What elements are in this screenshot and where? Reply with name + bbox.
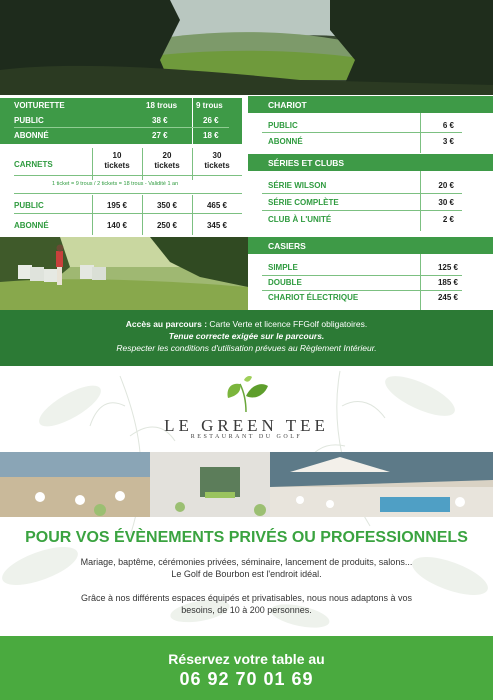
casier-price: 125 € <box>437 263 458 272</box>
casier-row-label: DOUBLE <box>268 278 302 287</box>
column-divider <box>192 98 193 144</box>
casier-row-label: SIMPLE <box>268 263 298 272</box>
chariot-row-label: ABONNÉ <box>268 137 303 146</box>
green-tee-logo-icon <box>220 374 274 414</box>
voiturette-header: VOITURETTE <box>14 101 65 110</box>
reservation-phone[interactable]: 06 92 70 01 69 <box>179 669 314 689</box>
series-row-label: SÉRIE WILSON <box>268 181 327 190</box>
access-line-1 <box>0 318 493 330</box>
restaurant-name: LE GREEN TEE <box>164 416 329 435</box>
green-fee-9-price: 26 € <box>203 116 219 125</box>
restaurant-subtitle: RESTAURANT DU GOLF <box>190 434 303 440</box>
carnet-10-price: 195 € <box>106 201 128 210</box>
header-18-trous: 18 trous <box>146 101 178 110</box>
carnets-label: CARNETS <box>14 160 53 169</box>
golf-course-photo <box>0 0 493 95</box>
carnet-10-price: 140 € <box>106 221 128 230</box>
carnet-10-header: 10 tickets <box>104 151 130 170</box>
chariot-price: 3 € <box>442 137 454 146</box>
row-divider <box>14 175 242 176</box>
casier-price: 185 € <box>437 278 458 287</box>
series-row-label: CLUB À L'UNITÉ <box>268 215 332 224</box>
golf-carts-photo <box>0 237 248 310</box>
events-description-line: Le Golf de Bourbon est l'endroit idéal. <box>171 569 322 579</box>
row-divider <box>262 290 462 291</box>
events-title: POUR VOS ÉVÈNEMENTS PRIVÉS OU PROFESSIONNELS <box>25 529 468 546</box>
access-label: Accès au parcours : <box>125 319 208 329</box>
chariot-row-label: PUBLIC <box>268 121 298 130</box>
casier-row-label: CHARIOT ÉLECTRIQUE <box>268 293 359 302</box>
row-divider <box>14 213 242 214</box>
row-divider <box>262 132 462 133</box>
carnet-20-price: 350 € <box>156 201 178 210</box>
access-banner <box>0 310 493 366</box>
carnet-20-price: 250 € <box>156 221 178 230</box>
green-fee-18-price: 27 € <box>152 131 168 140</box>
green-fee-18-price: 38 € <box>152 116 168 125</box>
carnet-20-header: 20 tickets <box>154 151 180 170</box>
casiers-title: CASIERS <box>268 241 306 251</box>
reservation-text: Réservez votre table au <box>168 651 325 667</box>
chariot-price: 6 € <box>442 121 454 130</box>
spaces-description-line: besoins, de 10 à 200 personnes. <box>181 605 312 615</box>
restaurant-terrace-photo <box>0 452 493 517</box>
carnet-row-label: ABONNÉ <box>14 221 49 230</box>
row-divider <box>262 275 462 276</box>
series-price: 30 € <box>438 198 454 207</box>
series-row-label: SÉRIE COMPLÈTE <box>268 198 339 207</box>
series-price: 2 € <box>442 215 454 224</box>
chariot-title: CHARIOT <box>268 100 307 110</box>
green-fee-label: PUBLIC <box>14 116 44 125</box>
carnet-30-price: 345 € <box>206 221 228 230</box>
carnet-30-header: 30 tickets <box>204 151 230 170</box>
carnets-note: 1 ticket = 9 trous / 2 tickets = 18 trous - Validité 1 an <box>52 181 179 187</box>
green-fee-9-price: 18 € <box>203 131 219 140</box>
series-title: SÉRIES ET CLUBS <box>268 158 345 168</box>
series-price: 20 € <box>438 181 454 190</box>
row-divider <box>14 127 229 128</box>
casier-price: 245 € <box>437 293 458 302</box>
green-fee-label: ABONNÉ <box>14 131 49 140</box>
dress-code: Tenue correcte exigée sur le parcours. <box>168 331 325 341</box>
carnet-30-price: 465 € <box>206 201 228 210</box>
rules-notice: Respecter les conditions d'utilisation prévues au Règlement Intérieur. <box>116 343 377 353</box>
row-divider <box>14 193 242 194</box>
column-divider <box>420 113 421 153</box>
events-description-line: Mariage, baptême, cérémonies privées, séminaire, lancement de produits, salons... <box>80 557 413 567</box>
row-divider <box>262 210 462 211</box>
access-requirements: Carte Verte et licence FFGolf obligatoires. <box>207 319 368 329</box>
spaces-description-line: Grâce à nos différents espaces équipés et privatisables, nous nous adaptons à vos <box>80 593 413 603</box>
carnet-row-label: PUBLIC <box>14 201 44 210</box>
row-divider <box>262 193 462 194</box>
header-9-trous: 9 trous <box>196 101 223 110</box>
reservation-footer <box>0 636 493 700</box>
